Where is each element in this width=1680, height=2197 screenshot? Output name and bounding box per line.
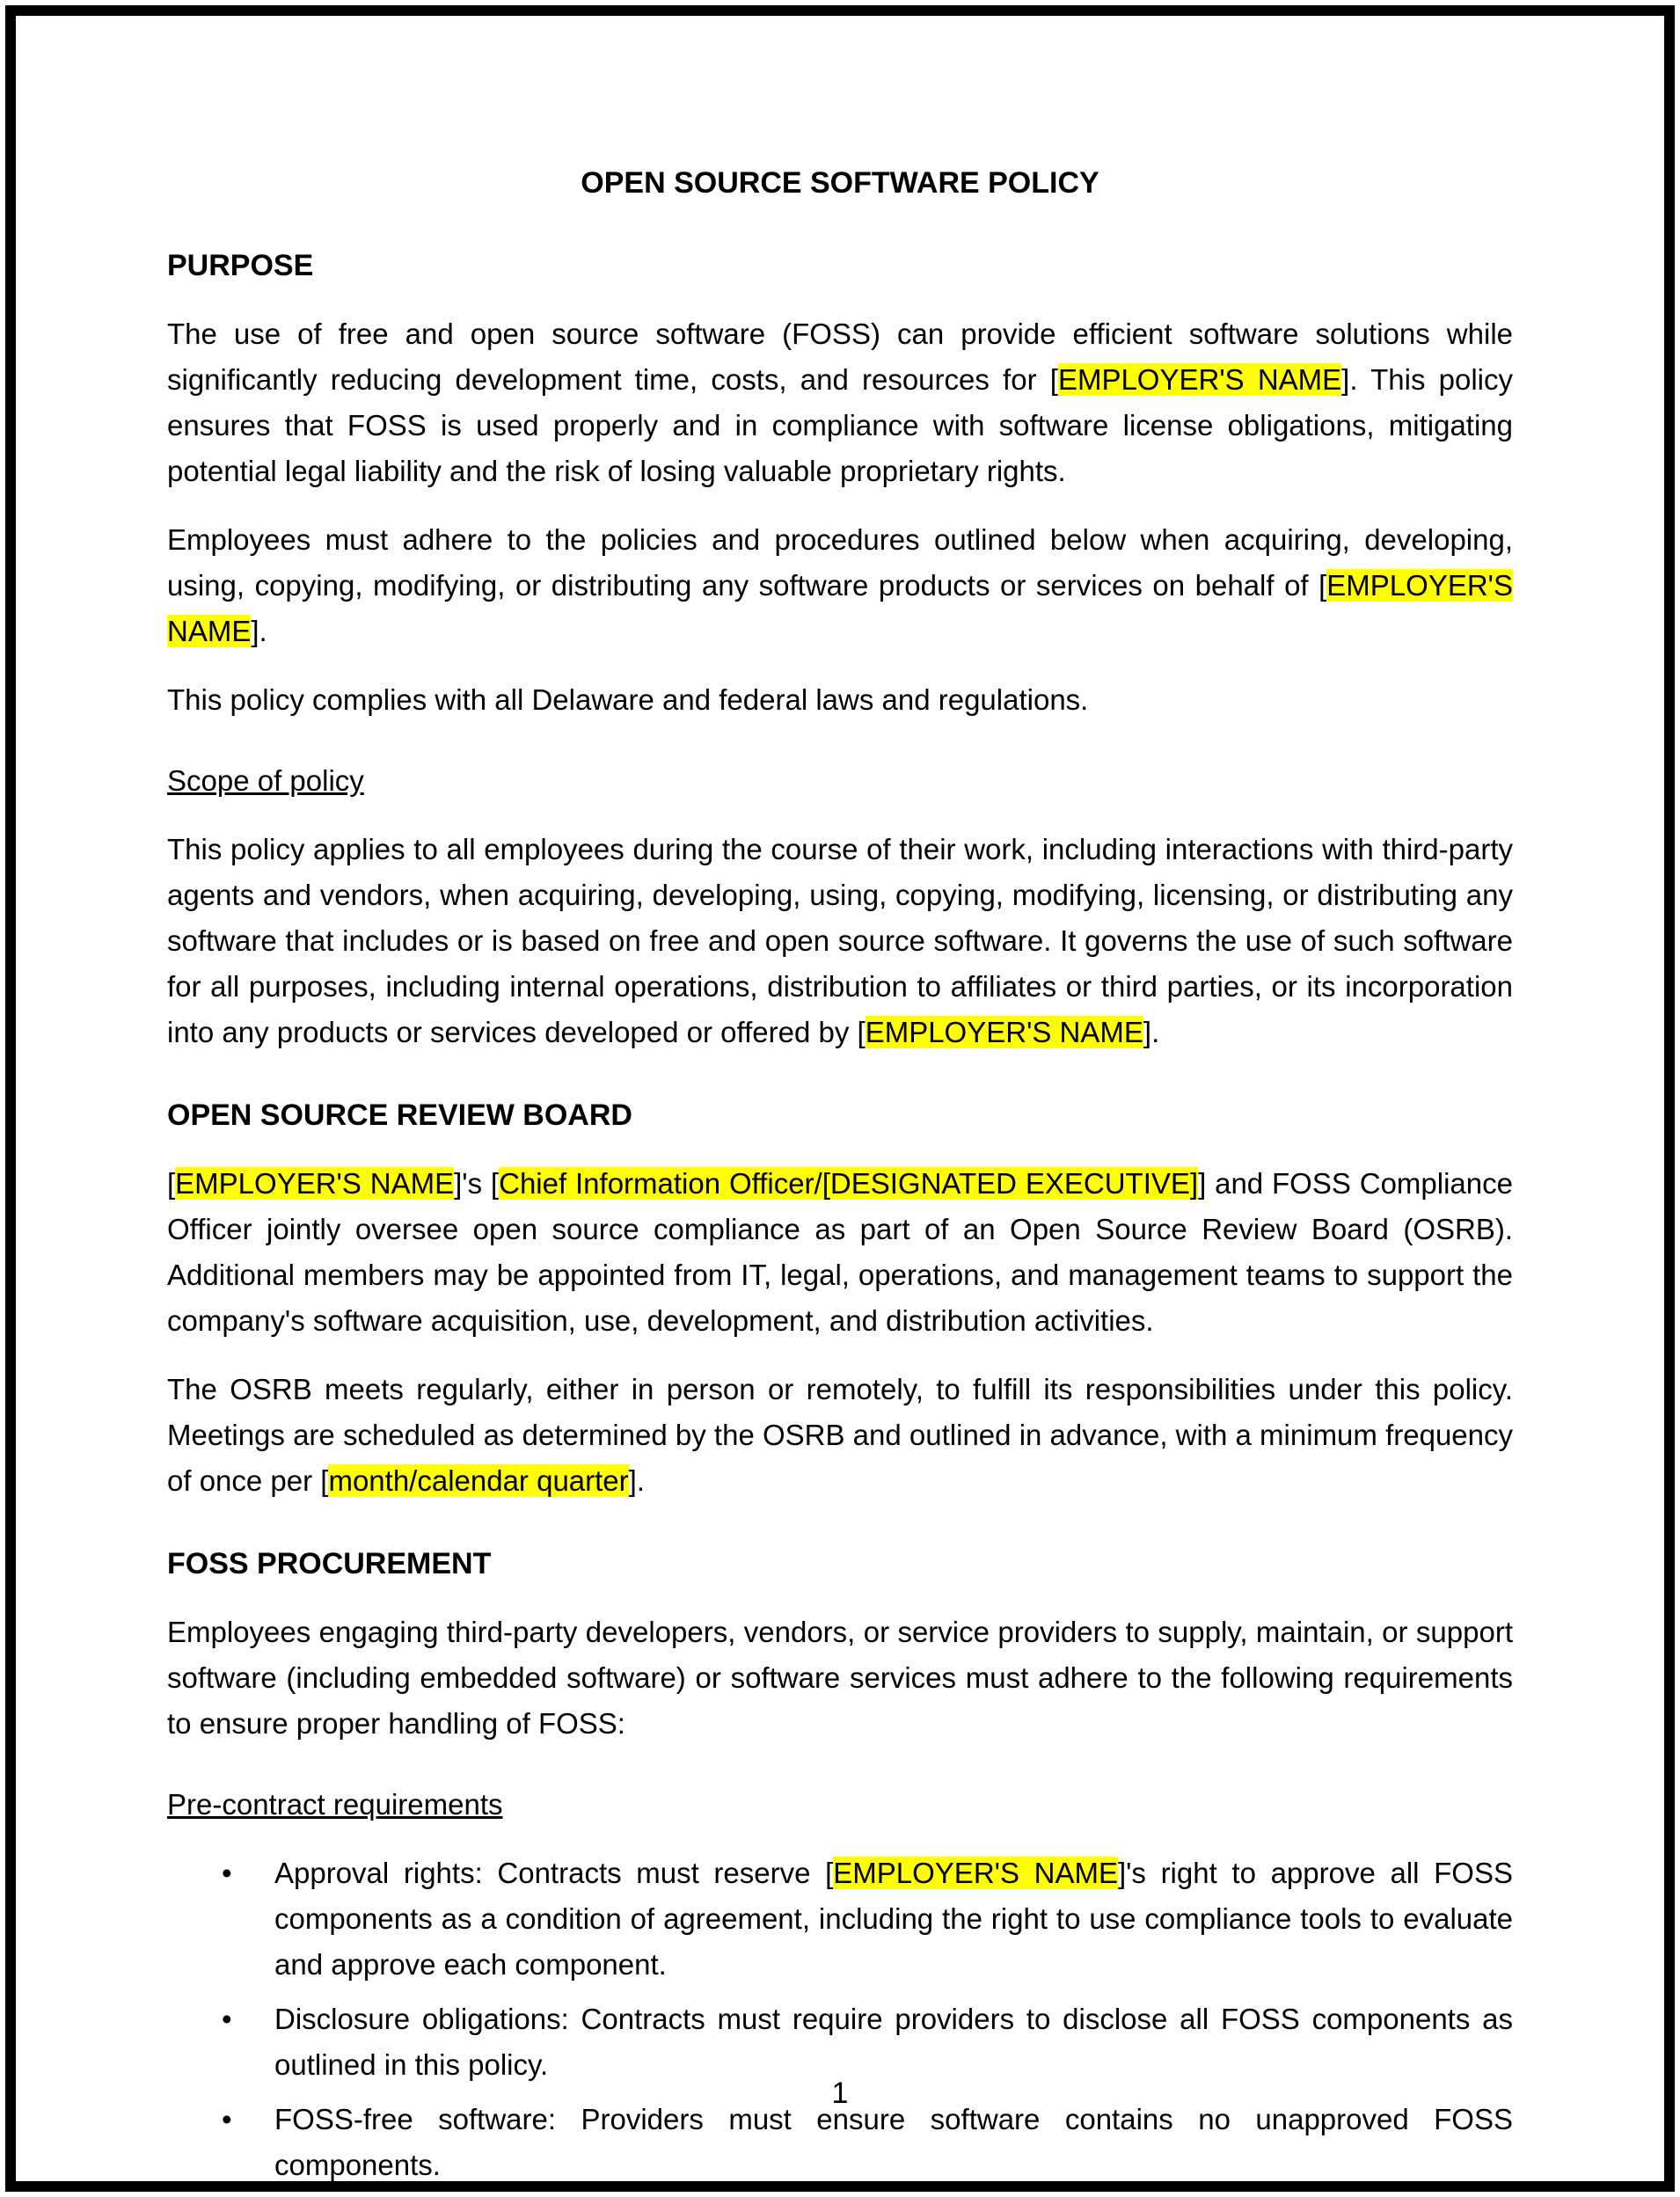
paragraph — [167, 1367, 1513, 1504]
paragraph — [167, 827, 1513, 1055]
paragraph — [167, 1161, 1513, 1344]
placeholder-highlight: EMPLOYER'S NAME — [175, 1167, 455, 1200]
sub-heading: Pre-contract requirements — [167, 1788, 503, 1821]
text-segment: ]'s right to approve all FOSS components as a condition of agreement, including the right to use compliance tools to evaluate and approve each component. — [274, 1857, 1513, 1981]
text-segment: This policy complies with all Delaware and federal laws and regulations. — [167, 683, 1089, 716]
text-segment: The OSRB meets regularly, either in person or remotely, to fulfill its responsibilities under this policy. Meetings are scheduled as determined by the OSRB and outlined in advance, with a minimum frequency of once per [ — [167, 1373, 1513, 1497]
document-title: OPEN SOURCE SOFTWARE POLICY — [581, 166, 1099, 200]
section-heading: OPEN SOURCE REVIEW BOARD — [167, 1098, 632, 1132]
paragraph — [167, 677, 1513, 723]
paragraph — [167, 1609, 1513, 1747]
text-segment: ]. — [628, 1464, 645, 1497]
paragraph — [167, 517, 1513, 654]
text-segment: ]. — [1143, 1016, 1160, 1048]
placeholder-highlight: EMPLOYER'S NAME — [833, 1857, 1118, 1889]
placeholder-highlight: EMPLOYER'S NAME — [1057, 363, 1342, 396]
page-number: 1 — [831, 2077, 849, 2110]
placeholder-highlight: EMPLOYER'S NAME — [865, 1016, 1143, 1048]
text-segment: Employees engaging third-party developers, vendors, or service providers to supply, maintain, or support software (including embedded software) or software services must adhere to the following requirements to ensure proper handling of FOSS: — [167, 1616, 1513, 1740]
text-segment: ] and FOSS Compliance Officer jointly oversee open source compliance as part of an Open Source Review Board (OSRB). Additional members may be appointed from IT, legal, operations, and management teams to support the company's software acquisition, use, development, and distribution activities. — [167, 1167, 1513, 1337]
text-segment: ]. This policy ensures that FOSS is used properly and in compliance with software license obligations, mitigating potential legal liability and the risk of losing valuable proprietary rights. — [167, 363, 1513, 487]
text-segment: [ — [167, 1167, 176, 1200]
document-content — [167, 160, 1513, 2197]
text-segment: Approval rights: Contracts must reserve [ — [274, 1857, 834, 1889]
text-segment: ]. — [251, 615, 267, 647]
bullet-item — [167, 1996, 1513, 2088]
text-segment: ]'s [ — [454, 1167, 500, 1200]
section-heading: FOSS PROCUREMENT — [167, 1547, 492, 1580]
bullet-list — [167, 1850, 1513, 2188]
sub-heading: Scope of policy — [167, 764, 364, 797]
placeholder-highlight: month/calendar quarter — [328, 1464, 629, 1497]
placeholder-highlight: EMPLOYER'S NAME — [167, 569, 1513, 647]
section-heading: PURPOSE — [167, 249, 314, 282]
text-segment: Employees must adhere to the policies and procedures outlined below when acquiring, developing, using, copying, modifying, or distributing any software products or services on behalf of [ — [167, 523, 1513, 602]
bullet-item — [167, 1850, 1513, 1988]
placeholder-highlight: Chief Information Officer/[DESIGNATED EXECUTIVE] — [499, 1167, 1199, 1200]
text-segment: FOSS-free software: Providers must ensure software contains no unapproved FOSS components. — [274, 2103, 1513, 2181]
paragraph — [167, 311, 1513, 494]
text-segment: This policy applies to all employees during the course of their work, including interactions with third-party agents and vendors, when acquiring, developing, using, copying, modifying, licensing, or distributing any software that includes or is based on free and open source software. It governs the use of such software for all purposes, including internal operations, distribution to affiliates or third parties, or its incorporation into any products or services developed or offered by [ — [167, 833, 1513, 1048]
text-segment: Disclosure obligations: Contracts must require providers to disclose all FOSS components as outlined in this policy. — [274, 2003, 1513, 2081]
text-segment: The use of free and open source software (FOSS) can provide efficient software solutions while significantly reducing development time, costs, and resources for [ — [167, 318, 1513, 396]
